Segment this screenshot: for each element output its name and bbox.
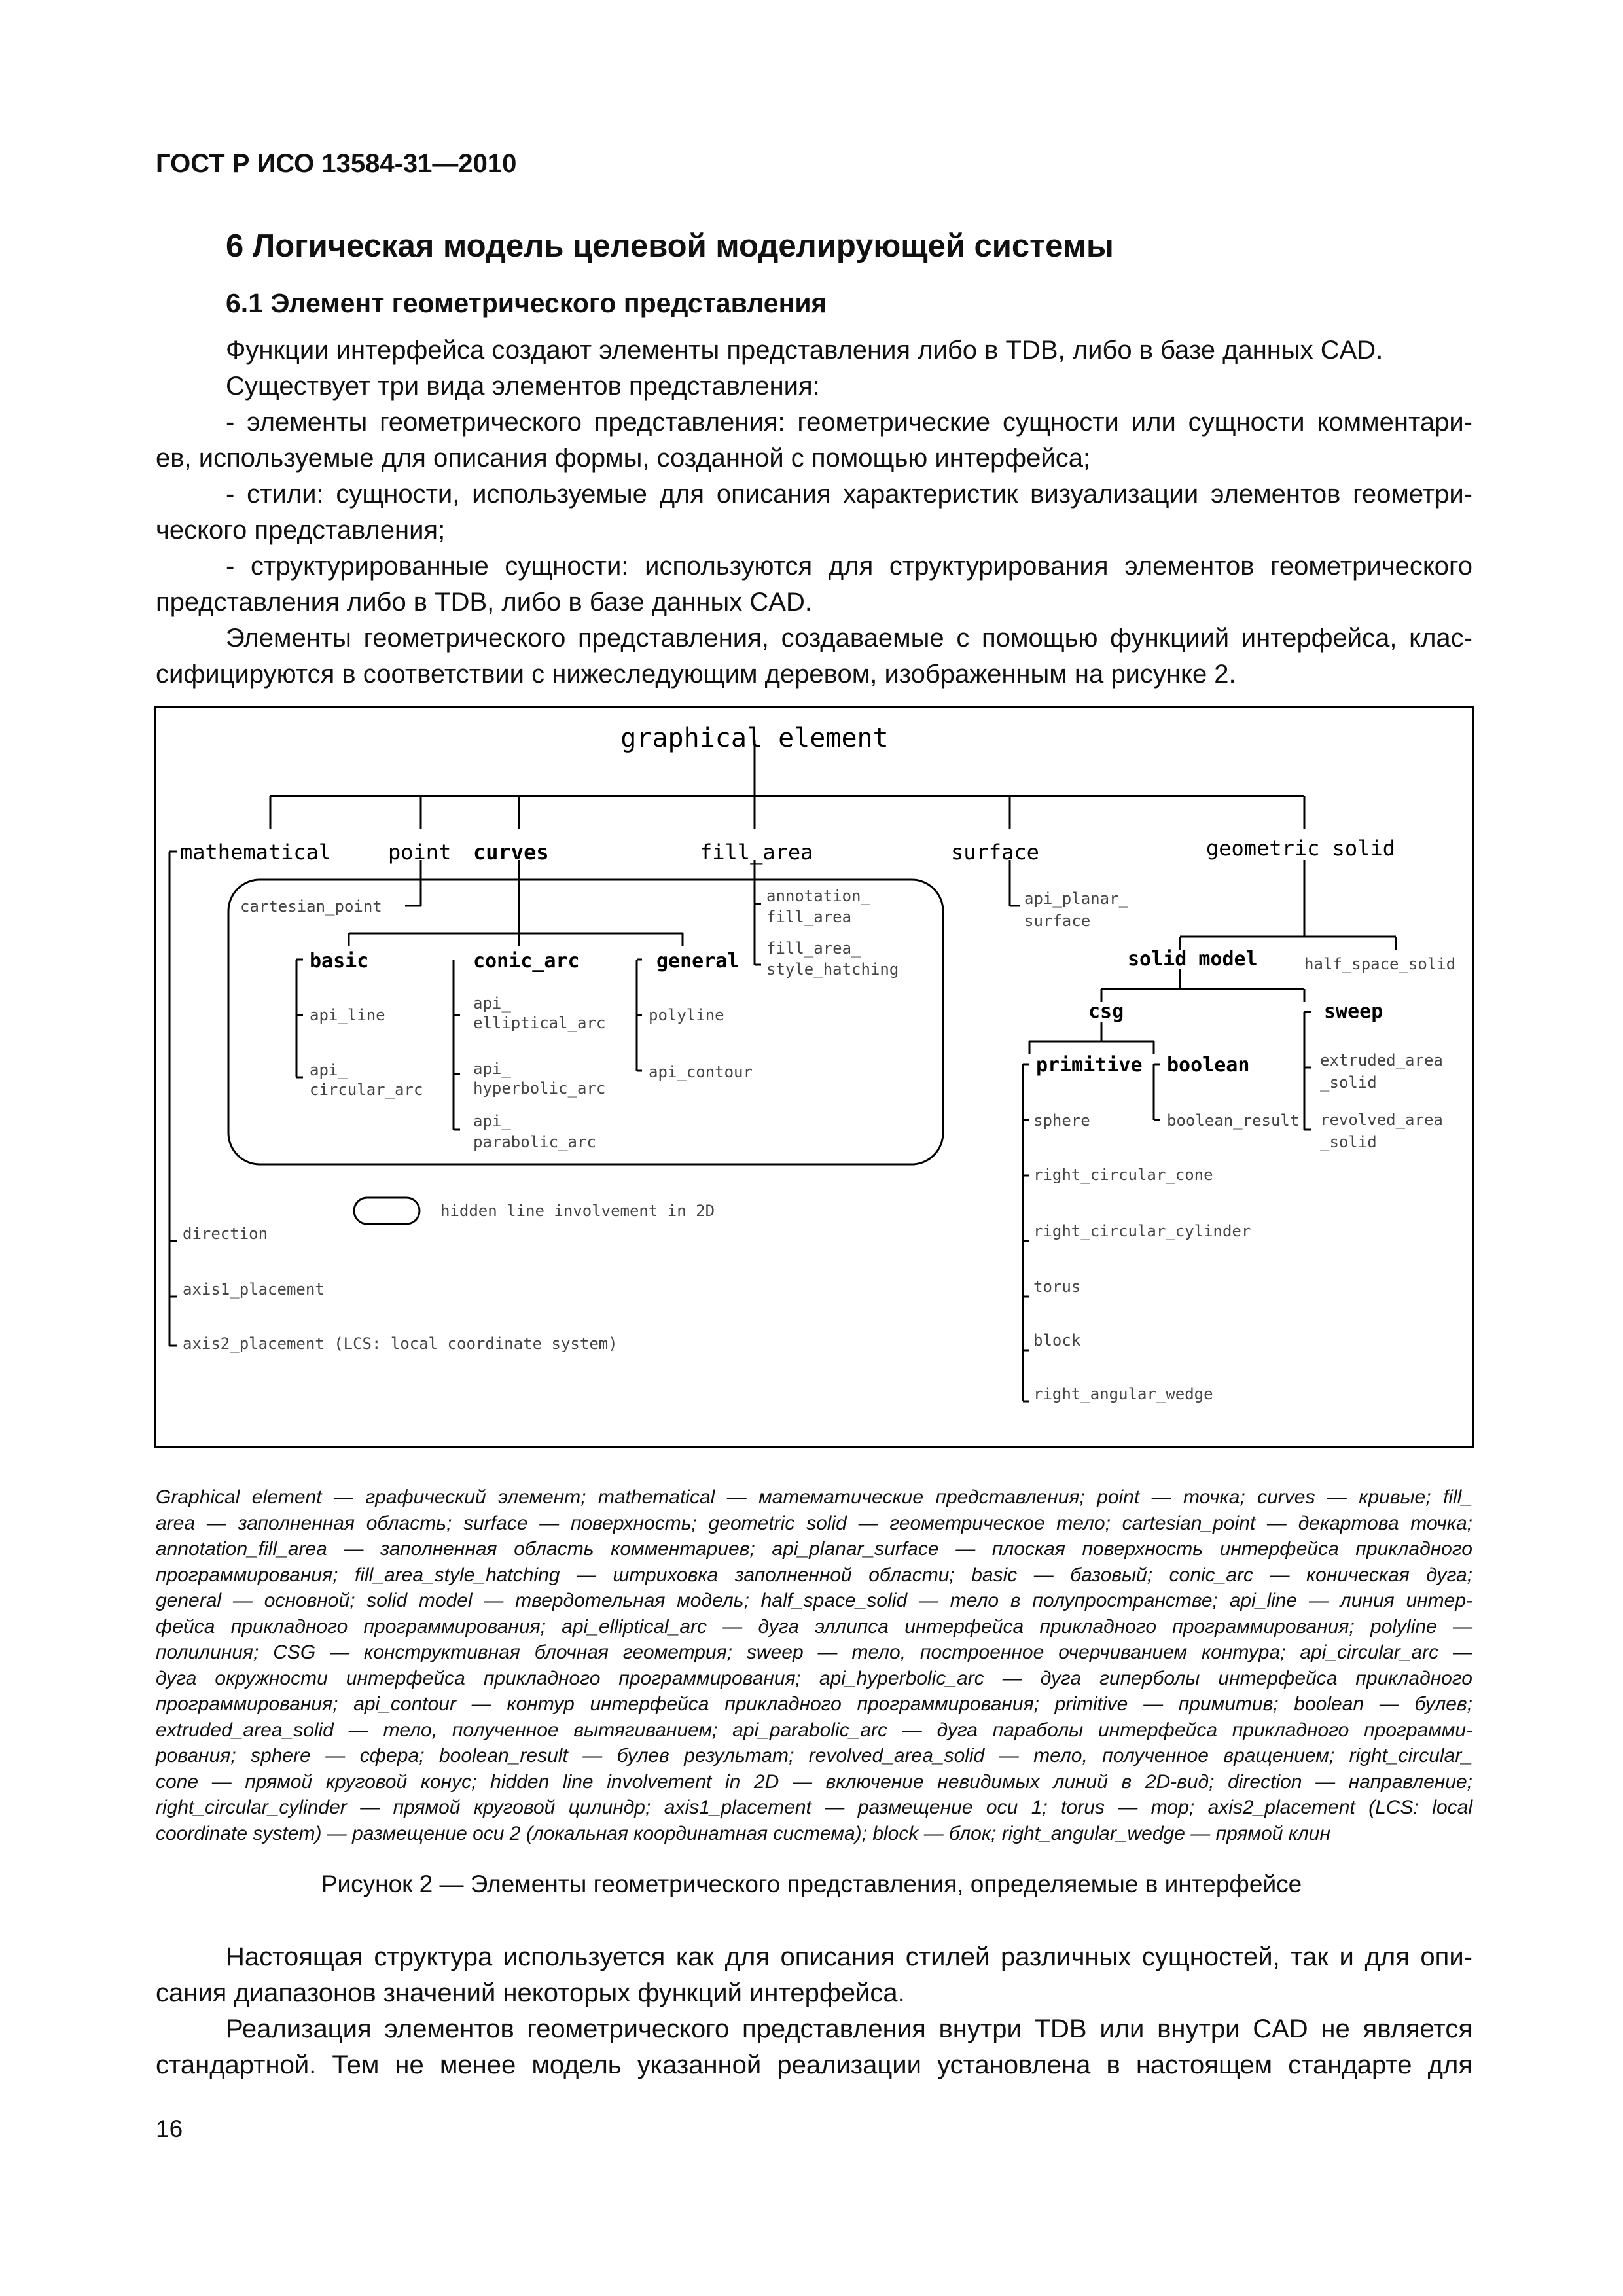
text-line: ев, используемые для описания формы, созданной с помощью интерфейса; <box>156 444 1091 473</box>
leaf-axis2-placement: axis2_placement (LCS: local coordinate system) <box>183 1335 618 1353</box>
node-basic: basic <box>310 950 369 973</box>
intro-paragraphs <box>156 332 1472 692</box>
leaf-api-hyperbolic-arc-2: hyperbolic_arc <box>473 1079 606 1098</box>
legend-line: Graphical element — графический элемент; mathematical — математические представления; point — точка; curves — кривые; fill_ <box>156 1486 1472 1508</box>
leaf-api-contour: api_contour <box>649 1063 753 1081</box>
text-line: Реализация элементов геометрического представления внутри TDB или внутри CAD не является <box>226 2015 1472 2043</box>
subsection-title: 6.1 Элемент геометрического представления <box>226 288 827 318</box>
legend-line: программирования; fill_area_style_hatching — штриховка заполненной области; basic — базовый; conic_arc — коническая дуга; <box>156 1564 1472 1586</box>
leaf-sphere: sphere <box>1033 1111 1090 1130</box>
text-line: стандартной. Тем не менее модель указанной реализации установлена в настоящем стандарте для <box>156 2051 1472 2079</box>
text-line: Настоящая структура используется как для описания стилей различных сущностей, так и для опи- <box>226 1943 1472 1971</box>
leaf-revolved-area-solid-2: _solid <box>1320 1133 1377 1151</box>
leaf-api-circular-arc-2: circular_arc <box>310 1081 423 1099</box>
leaf-block: block <box>1033 1331 1081 1350</box>
tree-diagram-svg <box>156 708 1476 1450</box>
legend-line: cone — прямой круговой конус; hidden line involvement in 2D — включение невидимых линий в 2D-вид; direction — направление; <box>156 1770 1472 1793</box>
text-line: Функции интерфейса создают элементы представления либо в TDB, либо в базе данных CAD. <box>226 336 1383 365</box>
legend-line: рования; sphere — сфера; boolean_result — булев результат; revolved_area_solid — тело, полученное вращением; right_circular_ <box>156 1745 1472 1767</box>
text-line: - стили: сущности, используемые для описания характеристик визуализации элементов геометри- <box>226 480 1472 509</box>
node-surface: surface <box>951 840 1039 865</box>
leaf-api-elliptical-arc-1: api_ <box>473 994 511 1013</box>
node-csg: csg <box>1088 1000 1124 1023</box>
text-line: Элементы геометрического представления, создаваемые с помощью функциий интерфейса, клас- <box>226 624 1472 653</box>
node-geometric-solid: geometric solid <box>1206 836 1395 861</box>
node-primitive: primitive <box>1036 1054 1143 1077</box>
legend-line: right_circular_cylinder — прямой круговой цилиндр; axis1_placement — размещение оси 1; torus — тор; axis2_placement (LCS: local <box>156 1797 1472 1818</box>
text-line: сания диапазонов значений некоторых функций интерфейса. <box>156 1979 905 2007</box>
section-title: 6 Логическая модель целевой моделирующей системы <box>226 228 1114 264</box>
node-solid-model: solid model <box>1128 948 1258 971</box>
leaf-half-space-solid: half_space_solid <box>1304 955 1456 973</box>
leaf-direction: direction <box>183 1225 268 1243</box>
leaf-cartesian-point: cartesian_point <box>240 897 382 916</box>
legend-line: дуга окружности интерфейса прикладного программирования; api_hyperbolic_arc — дуга гиперболы интерфейса прикладного <box>156 1667 1472 1689</box>
node-mathematical: mathematical <box>180 840 332 865</box>
leaf-fill-area-style-hatching-1: fill_area_ <box>766 939 861 958</box>
leaf-polyline: polyline <box>649 1006 724 1024</box>
leaf-api-circular-arc-1: api_ <box>310 1061 348 1079</box>
legend-line: фейса прикладного программирования; api_elliptical_arc — дуга эллипса интерфейса прикладного программирования; polyline — <box>156 1615 1472 1638</box>
figure-legend <box>156 1484 1472 1846</box>
legend-line: coordinate system) — размещение оси 2 (локальная координатная система); block — блок; right_angular_wedge — прямой клин <box>156 1822 1331 1844</box>
legend-line: general — основной; solid model — твердотельная модель; half_space_solid — тело в полупространстве; api_line — линия интер- <box>156 1590 1472 1611</box>
node-conic-arc: conic_arc <box>473 950 580 973</box>
legend-hidden-line-label: hidden line involvement in 2D <box>440 1202 715 1220</box>
outro-paragraphs <box>156 1939 1472 2083</box>
leaf-revolved-area-solid-1: revolved_area <box>1320 1111 1443 1129</box>
legend-line: area — заполненная область; surface — поверхность; geometric solid — геометрическое тело; cartesian_point — декартова точка; <box>156 1512 1472 1534</box>
node-general: general <box>656 950 740 973</box>
figure-caption: Рисунок 2 — Элементы геометрического представления, определяемые в интерфейсе <box>321 1871 1302 1897</box>
leaf-annotation-fill-area-1: annotation_ <box>766 887 870 905</box>
leaf-extruded-area-solid-1: extruded_area <box>1320 1051 1443 1069</box>
node-fill-area: fill_area <box>700 840 813 865</box>
figure-tree-diagram <box>154 706 1474 1448</box>
leaf-api-elliptical-arc-2: elliptical_arc <box>473 1014 606 1032</box>
legend-line: extruded_area_solid — тело, полученное вытягиванием; api_parabolic_arc — дуга параболы интерфейса прикладного программи- <box>156 1719 1472 1741</box>
leaf-api-parabolic-arc-1: api_ <box>473 1112 511 1130</box>
leaf-api-parabolic-arc-2: parabolic_arc <box>473 1133 596 1151</box>
text-line: - элементы геометрического представления: геометрические сущности или сущности комментари- <box>226 408 1472 437</box>
leaf-extruded-area-solid-2: _solid <box>1320 1073 1377 1092</box>
node-curves: curves <box>473 840 549 865</box>
text-line: сифицируются в соответствии с нижеследующим деревом, изображенным на рисунке 2. <box>156 660 1236 689</box>
leaf-axis1-placement: axis1_placement <box>183 1280 325 1299</box>
leaf-annotation-fill-area-2: fill_area <box>766 908 852 926</box>
document-header: ГОСТ Р ИСО 13584-31—2010 <box>156 149 517 178</box>
page-number: 16 <box>156 2115 183 2142</box>
text-line: ческого представления; <box>156 516 446 545</box>
node-sweep: sweep <box>1324 1000 1383 1023</box>
node-boolean: boolean <box>1167 1054 1250 1077</box>
node-point: point <box>388 840 452 865</box>
text-line: - структурированные сущности: используются для структурирования элементов геометрического <box>226 552 1472 581</box>
text-line: Существует три вида элементов представления: <box>226 372 820 401</box>
legend-symbol-rounded-rect <box>354 1198 419 1224</box>
legend-line: annotation_fill_area — заполненная область комментариев; api_planar_surface — плоская поверхность интерфейса прикладного <box>156 1538 1472 1560</box>
legend-line: полилиния; CSG — конструктивная блочная геометрия; sweep — тело, построенное очерчиванием контура; api_circular_arc — <box>156 1641 1472 1663</box>
legend-line: программирования; api_contour — контур интерфейса прикладного программирования; primitive — примитив; boolean — булев; <box>156 1693 1472 1715</box>
leaf-api-planar-surface-2: surface <box>1024 912 1091 930</box>
leaf-right-angular-wedge: right_angular_wedge <box>1033 1385 1213 1403</box>
leaf-boolean-result: boolean_result <box>1167 1111 1300 1130</box>
leaf-torus: torus <box>1033 1278 1081 1296</box>
leaf-api-planar-surface-1: api_planar_ <box>1024 889 1128 908</box>
leaf-fill-area-style-hatching-2: style_hatching <box>766 960 899 978</box>
leaf-right-circular-cone: right_circular_cone <box>1033 1166 1213 1184</box>
leaf-api-hyperbolic-arc-1: api_ <box>473 1060 511 1078</box>
leaf-right-circular-cylinder: right_circular_cylinder <box>1033 1222 1251 1240</box>
root-label: graphical element <box>620 723 889 753</box>
leaf-api-line: api_line <box>310 1006 385 1024</box>
text-line: представления либо в TDB, либо в базе данных CAD. <box>156 588 812 617</box>
